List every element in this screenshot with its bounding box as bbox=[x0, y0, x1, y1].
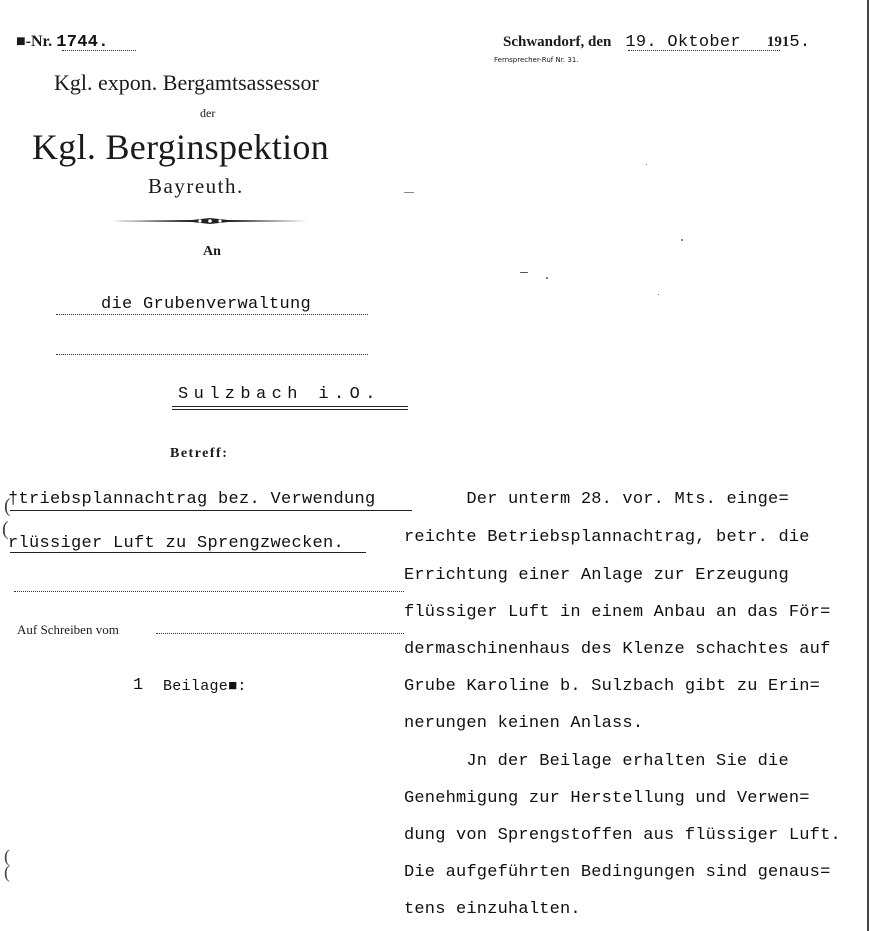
recipient-name: die Grubenverwaltung bbox=[101, 295, 312, 314]
body-line-10: dung von Sprengstoffen aus flüssiger Luft. bbox=[404, 826, 841, 845]
reference-dots bbox=[156, 633, 404, 634]
sender-authority: Kgl. Berginspektion bbox=[32, 127, 330, 167]
subject-dots bbox=[14, 591, 404, 592]
scan-speck bbox=[520, 272, 528, 273]
sender-title: Kgl. expon. Bergamtsassessor bbox=[54, 70, 319, 95]
body-line-5: dermaschinenhaus des Klenze schachtes auf bbox=[404, 640, 831, 659]
page-right-border bbox=[867, 0, 869, 931]
body-line-4: flüssiger Luft in einem Anbau an das För= bbox=[404, 603, 831, 622]
subject-underline-1 bbox=[10, 510, 412, 511]
recipient-city: Sulzbach i.O. bbox=[178, 385, 381, 404]
body-line-9: Genehmigung zur Herstellung und Verwen= bbox=[404, 789, 810, 808]
reference-prefix: ■-Nr. bbox=[16, 33, 53, 50]
recipient-dots-2 bbox=[56, 354, 368, 355]
sender-city: Bayreuth. bbox=[148, 174, 244, 198]
scan-speck bbox=[681, 239, 683, 241]
reference-number-dots bbox=[62, 50, 136, 51]
subject-line-1: †triebsplannachtrag bez. Verwendung bbox=[8, 490, 376, 509]
scan-speck bbox=[546, 277, 548, 279]
subject-label: Betreff: bbox=[170, 446, 229, 461]
date-year-suffix: 5. bbox=[789, 33, 811, 52]
subject-underline-2 bbox=[10, 552, 366, 553]
enclosure-count: 1 bbox=[133, 676, 144, 695]
body-line-2: reichte Betriebsplannachtrag, betr. die bbox=[404, 528, 810, 547]
margin-mark-1: ( bbox=[4, 846, 10, 866]
body-line-12: tens einzuhalten. bbox=[404, 900, 581, 919]
body-line-11: Die aufgeführten Bedingungen sind genaus= bbox=[404, 863, 831, 882]
body-line-6: Grube Karoline b. Sulzbach gibt zu Erin= bbox=[404, 677, 821, 696]
body-line-7: nerungen keinen Anlass. bbox=[404, 714, 644, 733]
subject-line-2: rlüssiger Luft zu Sprengzwecken. bbox=[8, 534, 345, 553]
enclosure-label: Beilage■: bbox=[163, 678, 247, 695]
scan-speck bbox=[404, 192, 414, 193]
recipient-city-underline-2 bbox=[172, 409, 408, 410]
margin-mark-2: ( bbox=[4, 862, 10, 882]
scan-speck bbox=[646, 164, 647, 165]
to-label: An bbox=[203, 244, 221, 259]
reference-label: Auf Schreiben vom bbox=[17, 622, 119, 637]
sender-der: der bbox=[200, 106, 216, 120]
date-year-prefix: 191 bbox=[766, 34, 790, 50]
date-day-month: 19. Oktober bbox=[625, 33, 741, 52]
bracket-mark-1: ( bbox=[4, 495, 11, 517]
recipient-dots-1 bbox=[56, 314, 368, 315]
phone-line: Fernsprecher-Ruf Nr. 31. bbox=[494, 56, 579, 64]
ornament-rule bbox=[112, 215, 308, 227]
body-line-8: Jn der Beilage erhalten Sie die bbox=[404, 752, 789, 771]
bracket-mark-2: ( bbox=[2, 518, 9, 540]
recipient-city-underline-1 bbox=[172, 406, 408, 407]
place-date-prefix: Schwandorf, den bbox=[503, 34, 612, 50]
date-dots bbox=[628, 50, 780, 51]
reference-number: 1744. bbox=[56, 33, 109, 52]
body-line-1: Der unterm 28. vor. Mts. einge= bbox=[404, 490, 789, 509]
scan-speck bbox=[658, 294, 659, 295]
body-line-3: Errichtung einer Anlage zur Erzeugung bbox=[404, 566, 789, 585]
